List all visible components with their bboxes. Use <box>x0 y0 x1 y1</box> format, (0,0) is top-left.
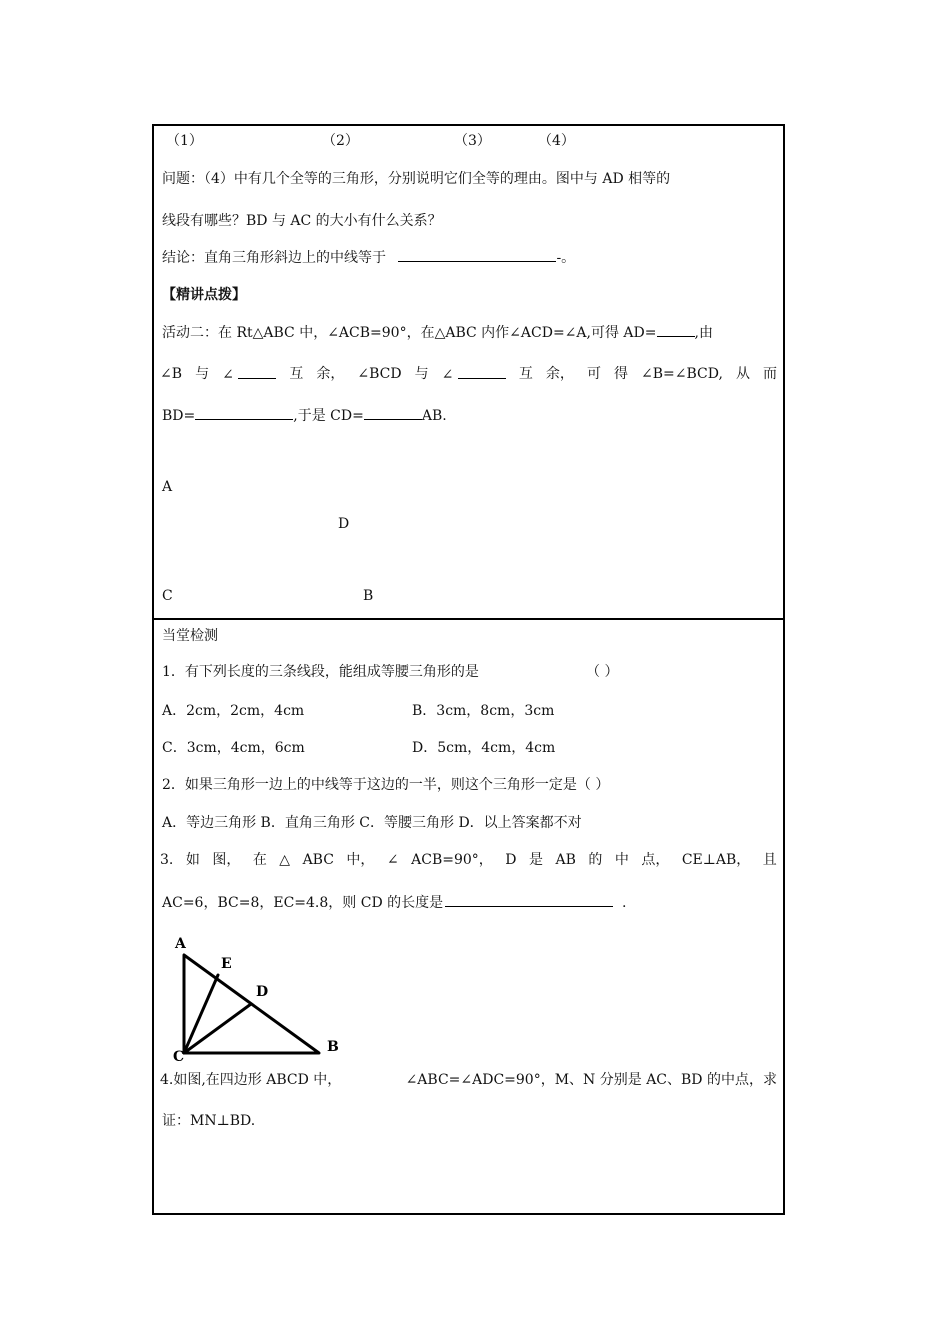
figure-label-3: （3） <box>454 133 491 149</box>
q1-option-b[interactable]: B．3cm，8cm，3cm <box>412 703 555 719</box>
word: 在 <box>252 852 267 868</box>
word: 与 <box>195 366 210 382</box>
word: 余， <box>545 366 574 382</box>
q2-text: 2．如果三角形一边上的中线等于这边的一半，则这个三角形一定是（ ） <box>162 777 610 793</box>
word: 中 <box>614 852 629 868</box>
quiz-title: 当堂检测 <box>162 628 218 644</box>
q1-option-d[interactable]: D．5cm，4cm，4cm <box>412 740 556 756</box>
label-c: C <box>173 1049 185 1065</box>
q3-line2 <box>162 892 626 913</box>
point-label-a: A <box>162 479 173 495</box>
word: ∠ <box>442 364 506 385</box>
q3-line2-text: AC=6，BC=8，EC=4.8，则 CD 的长度是 <box>162 895 444 911</box>
q1-text: 1．有下列长度的三条线段，能组成等腰三角形的是 <box>162 664 479 680</box>
label-e: E <box>221 956 232 972</box>
q4-line1-part1: 4.如图,在四边形 ABCD 中， <box>160 1072 342 1088</box>
activity-line2 <box>160 364 777 385</box>
label-b: B <box>327 1039 339 1055</box>
word: 而 <box>762 366 777 382</box>
word: 从 <box>735 366 750 382</box>
angle-blank-2[interactable] <box>458 364 506 379</box>
label-d: D <box>256 984 269 1000</box>
word: ∠B <box>160 366 183 382</box>
q4-line1 <box>160 1070 777 1090</box>
word: 是 <box>528 852 543 868</box>
word: 的 <box>588 852 603 868</box>
q4-line1-part2: ∠ABC=∠ADC=90°，M、N 分别是 AC、BD 的中点，求 <box>405 1072 777 1088</box>
activity-line1-end: ,由 <box>694 325 713 341</box>
cd-label: ,于是 CD= <box>293 408 364 424</box>
ab-label: AB. <box>421 408 447 424</box>
word: D <box>505 852 517 868</box>
word: ∠BCD <box>357 366 402 382</box>
point-label-c: C <box>162 588 173 604</box>
q1-option-a[interactable]: A．2cm，2cm，4cm <box>162 703 305 719</box>
conclusion-text <box>162 247 575 268</box>
word: ∠ <box>386 852 399 868</box>
triangle-figure <box>165 930 345 1065</box>
question-text-line1: 问题：（4）中有几个全等的三角形，分别说明它们全等的理由。图中与 AD 相等的 <box>162 171 671 187</box>
figure-label-2: （2） <box>322 133 359 149</box>
conclusion-prefix: 结论：直角三角形斜边上的中线等于 <box>162 250 386 266</box>
word: AB <box>555 852 576 868</box>
activity-line1 <box>162 322 713 343</box>
angle-blank-1[interactable] <box>238 364 276 379</box>
label-a: A <box>175 936 186 952</box>
word: 且 <box>762 852 777 868</box>
word: 余， <box>316 366 345 382</box>
word: 互 <box>518 366 533 382</box>
q3-period: . <box>622 895 627 911</box>
q1-option-c[interactable]: C．3cm，4cm，6cm <box>162 740 305 756</box>
cd-length-blank[interactable] <box>445 892 613 907</box>
q3-line1 <box>160 850 777 870</box>
word: ACB=90°， <box>411 852 493 868</box>
q2-options: A．等边三角形 B．直角三角形 C．等腰三角形 D．以上答案都不对 <box>162 815 582 831</box>
q4-line2: 证：MN⊥BD. <box>162 1113 256 1129</box>
word: 如 <box>185 852 200 868</box>
word: ∠B=∠BCD, <box>641 366 723 382</box>
word: ABC <box>302 852 334 868</box>
word: 互 <box>289 366 304 382</box>
figure-label-1: （1） <box>166 133 203 149</box>
figure-label-4: （4） <box>538 133 575 149</box>
word: 图， <box>212 852 241 868</box>
word: 得 <box>613 366 628 382</box>
word: 3. <box>160 852 174 868</box>
q1-answer-paren: （ ） <box>586 664 619 680</box>
bd-blank[interactable] <box>195 405 293 420</box>
cd-blank[interactable] <box>364 405 422 420</box>
word: ∠ <box>222 364 276 385</box>
word: 中， <box>346 852 375 868</box>
question-text-line2: 线段有哪些？BD 与 AC 的大小有什么关系？ <box>162 213 442 229</box>
conclusion-suffix: -。 <box>556 250 576 266</box>
ad-blank[interactable] <box>657 322 695 337</box>
bd-label: BD= <box>162 408 196 424</box>
section-heading: 【精讲点拨】 <box>162 287 246 303</box>
word: 点， <box>641 852 670 868</box>
word: CE⊥AB， <box>681 852 751 868</box>
point-label-d: D <box>338 516 350 532</box>
activity-line3 <box>162 405 447 426</box>
word: 与 <box>414 366 429 382</box>
word: △ <box>279 852 291 868</box>
activity-line1-text: 活动二：在 Rt△ABC 中，∠ACB=90°，在△ABC 内作∠ACD=∠A,可得 AD= <box>162 325 657 341</box>
conclusion-blank[interactable] <box>398 247 556 262</box>
point-label-b: B <box>363 588 374 604</box>
word: 可 <box>586 366 601 382</box>
